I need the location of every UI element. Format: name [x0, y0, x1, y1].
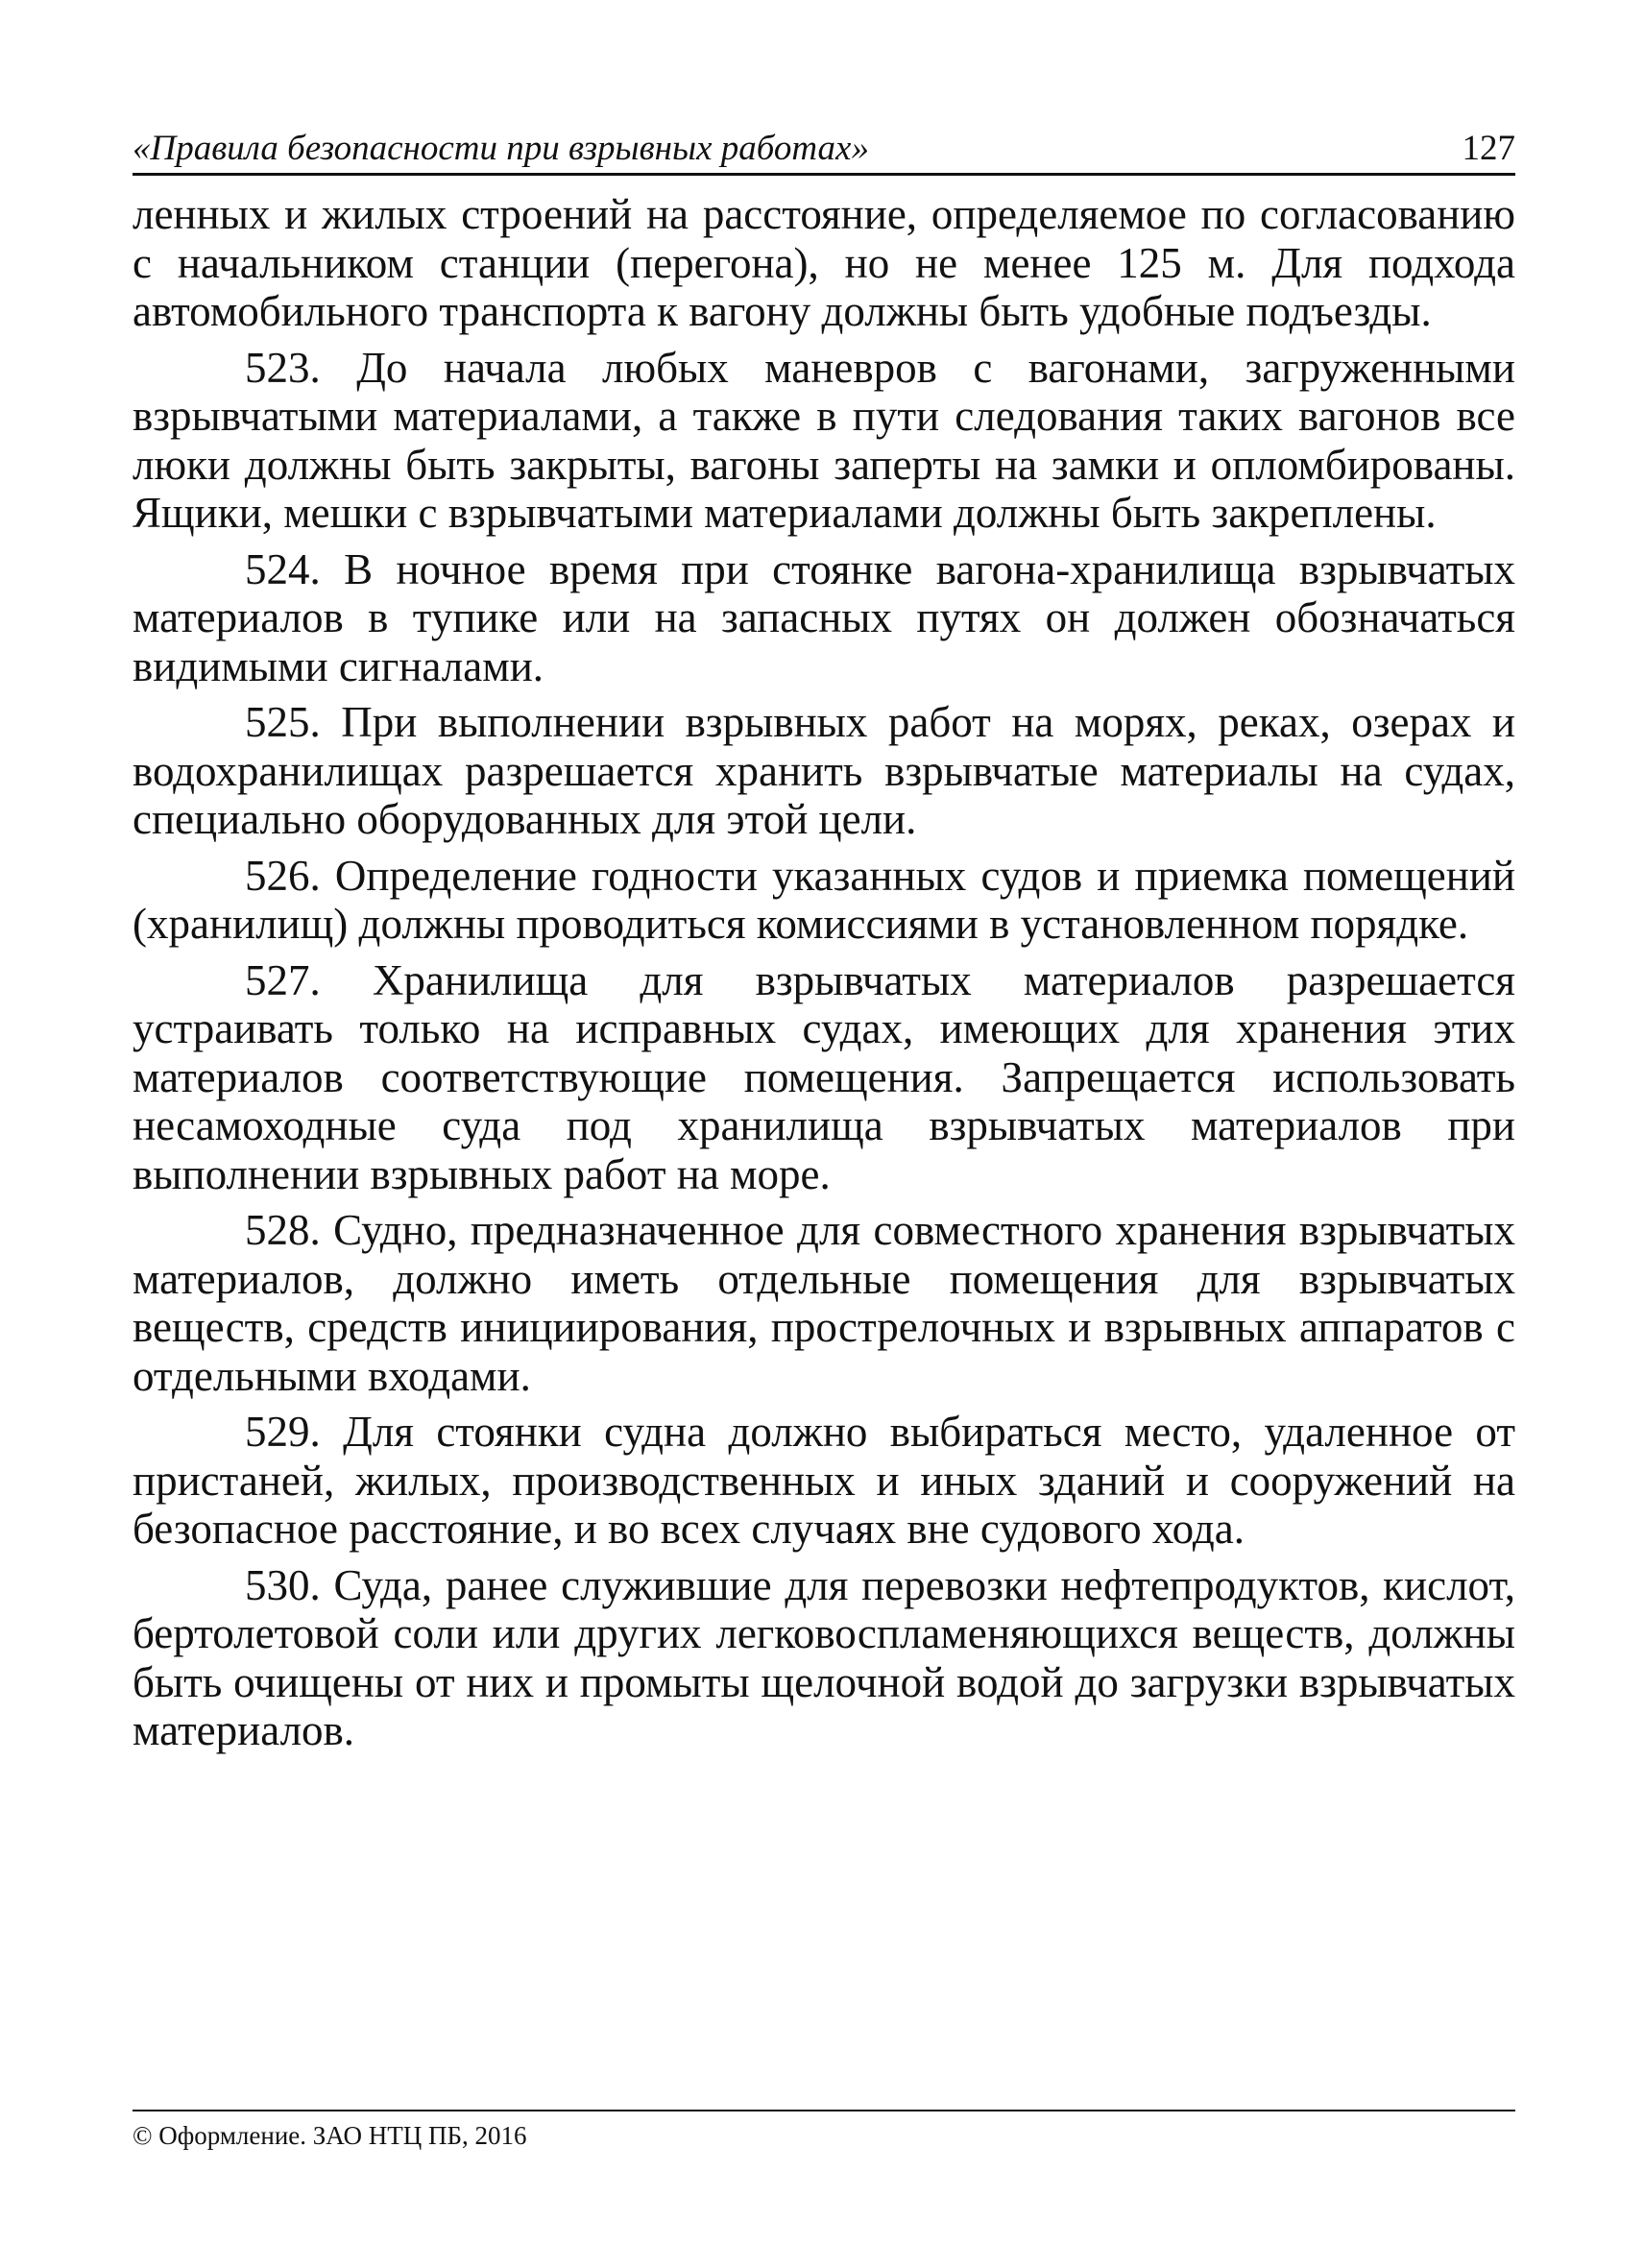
paragraph-527: 527. Хранилища для взрывчатых материалов разрешается устраивать только на исправных судах, имеющих для хранения этих материалов соответствующие помещения. Запрещается использовать несамоходные суда под хранилища взрывчатых материалов при выполнении взрывных работ на море. — [133, 955, 1515, 1198]
page-number: 127 — [1462, 129, 1515, 168]
paragraph-530: 530. Суда, ранее служившие для перевозки нефтепродуктов, кислот, бертолетовой соли или других легковоспламеняющихся веществ, должны быть очищены от них и промыты щелочной водой до загрузки взрывчатых материалов. — [133, 1560, 1515, 1754]
body-text — [133, 190, 1515, 1763]
footer-rule — [133, 2110, 1515, 2111]
paragraph-529: 529. Для стоянки судна должно выбираться место, удаленное от пристаней, жилых, производственных и иных зданий и сооружений на безопасное расстояние, и во всех случаях вне судового хода. — [133, 1408, 1515, 1553]
footer-copyright: © Оформление. ЗАО НТЦ ПБ, 2016 — [133, 2121, 527, 2150]
paragraph-continuation: ленных и жилых строений на расстояние, определяемое по согласованию с начальником станции (перегона), но не менее 125 м. Для подхода автомобильного транспорта к вагону должны быть удобные подъезды. — [133, 190, 1515, 335]
paragraph-523: 523. До начала любых маневров с вагонами, загруженными взрывчатыми материалами, а также в пути следования таких вагонов все люки должны быть закрыты, вагоны заперты на замки и опломбированы. Ящики, мешки с взрывчатыми материалами должны быть закреплены. — [133, 343, 1515, 537]
header-rule — [133, 173, 1515, 176]
paragraph-528: 528. Судно, предназначенное для совместного хранения взрывчатых материалов, должно иметь отдельные помещения для взрывчатых веществ, средств инициирования, прострелочных и взрывных аппаратов с отдельными входами. — [133, 1206, 1515, 1400]
running-header — [133, 123, 1515, 173]
header-title: «Правила безопасности при взрывных работах» — [133, 129, 869, 168]
paragraph-526: 526. Определение годности указанных судов и приемка помещений (хранилищ) должны проводиться комиссиями в установленном порядке. — [133, 851, 1515, 948]
paragraph-524: 524. В ночное время при стоянке вагона-хранилища взрывчатых материалов в тупике или на запасных путях он должен обозначаться видимыми сигналами. — [133, 544, 1515, 690]
paragraph-525: 525. При выполнении взрывных работ на морях, реках, озерах и водохранилищах разрешается хранить взрывчатые материалы на судах, специально оборудованных для этой цели. — [133, 698, 1515, 843]
